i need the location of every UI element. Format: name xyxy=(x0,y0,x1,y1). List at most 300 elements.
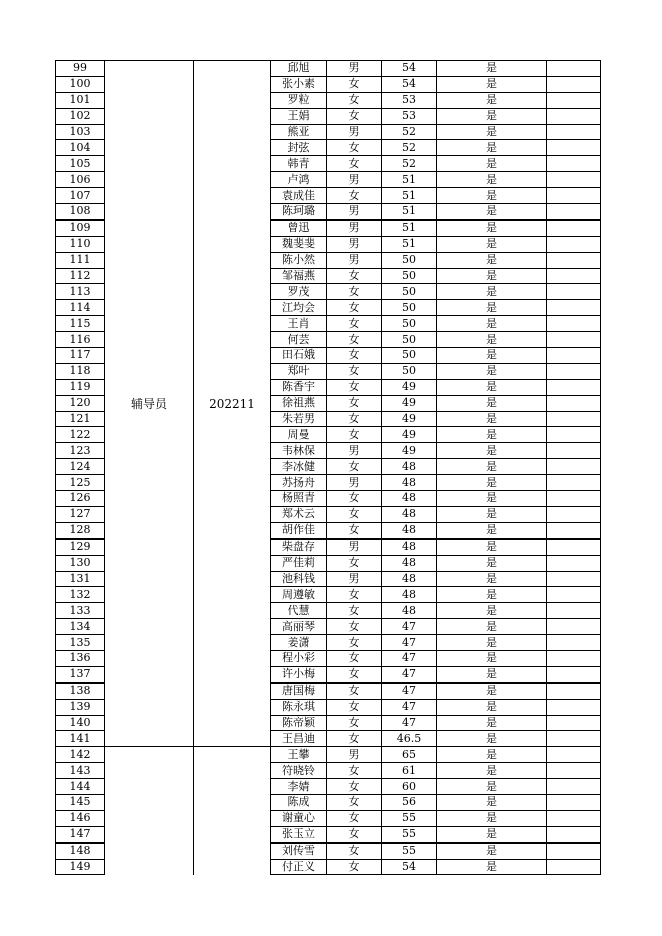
gender-cell: 女 xyxy=(327,603,382,619)
remark-cell xyxy=(547,826,601,842)
score-cell: 48 xyxy=(382,571,437,587)
row-number-cell: 144 xyxy=(56,779,105,795)
name-cell: 袁成佳 xyxy=(271,188,327,204)
remark-cell xyxy=(547,650,601,666)
gender-cell: 女 xyxy=(327,715,382,731)
remark-cell xyxy=(547,506,601,522)
gender-cell: 男 xyxy=(327,124,382,140)
gender-cell: 女 xyxy=(327,666,382,682)
row-number-cell: 110 xyxy=(56,236,105,252)
qualified-cell: 是 xyxy=(437,300,547,316)
qualified-cell: 是 xyxy=(437,427,547,443)
name-cell: 代慧 xyxy=(271,603,327,619)
remark-cell xyxy=(547,491,601,507)
row-number-cell: 119 xyxy=(56,379,105,395)
name-cell: 严佳莉 xyxy=(271,555,327,571)
qualified-cell: 是 xyxy=(437,587,547,603)
row-number-cell: 135 xyxy=(56,635,105,651)
gender-cell: 女 xyxy=(327,427,382,443)
gender-cell: 女 xyxy=(327,731,382,747)
name-cell: 李婧 xyxy=(271,779,327,795)
name-cell: 罗粒 xyxy=(271,92,327,108)
remark-cell xyxy=(547,683,601,699)
gender-cell: 女 xyxy=(327,650,382,666)
gender-cell: 男 xyxy=(327,204,382,220)
row-number-cell: 137 xyxy=(56,666,105,682)
row-number-cell: 139 xyxy=(56,699,105,715)
score-cell: 48 xyxy=(382,539,437,555)
qualified-cell: 是 xyxy=(437,859,547,875)
qualified-cell: 是 xyxy=(437,395,547,411)
row-number-cell: 146 xyxy=(56,810,105,826)
remark-cell xyxy=(547,76,601,92)
name-cell: 柴盘存 xyxy=(271,539,327,555)
row-number-cell: 132 xyxy=(56,587,105,603)
score-table xyxy=(55,60,601,875)
remark-cell xyxy=(547,747,601,763)
row-number-cell: 117 xyxy=(56,348,105,364)
remark-cell xyxy=(547,555,601,571)
remark-cell xyxy=(547,92,601,108)
qualified-cell: 是 xyxy=(437,156,547,172)
score-cell: 50 xyxy=(382,363,437,379)
score-cell: 49 xyxy=(382,395,437,411)
remark-cell xyxy=(547,316,601,332)
row-number-cell: 114 xyxy=(56,300,105,316)
qualified-cell: 是 xyxy=(437,188,547,204)
score-cell: 53 xyxy=(382,108,437,124)
score-cell: 46.5 xyxy=(382,731,437,747)
remark-cell xyxy=(547,859,601,875)
qualified-cell: 是 xyxy=(437,108,547,124)
qualified-cell: 是 xyxy=(437,539,547,555)
gender-cell: 女 xyxy=(327,459,382,475)
gender-cell: 男 xyxy=(327,61,382,77)
qualified-cell: 是 xyxy=(437,172,547,188)
name-cell: 姜潇 xyxy=(271,635,327,651)
qualified-cell: 是 xyxy=(437,810,547,826)
qualified-cell: 是 xyxy=(437,236,547,252)
qualified-cell: 是 xyxy=(437,475,547,491)
qualified-cell: 是 xyxy=(437,76,547,92)
row-number-cell: 112 xyxy=(56,268,105,284)
qualified-cell: 是 xyxy=(437,779,547,795)
row-number-cell: 138 xyxy=(56,683,105,699)
gender-cell: 女 xyxy=(327,332,382,348)
row-number-cell: 106 xyxy=(56,172,105,188)
qualified-cell: 是 xyxy=(437,411,547,427)
gender-cell: 女 xyxy=(327,92,382,108)
score-cell: 48 xyxy=(382,603,437,619)
gender-cell: 女 xyxy=(327,491,382,507)
row-number-cell: 108 xyxy=(56,204,105,220)
remark-cell xyxy=(547,284,601,300)
score-cell: 61 xyxy=(382,763,437,779)
row-number-cell: 129 xyxy=(56,539,105,555)
name-cell: 胡作佳 xyxy=(271,522,327,538)
gender-cell: 女 xyxy=(327,268,382,284)
table-row xyxy=(56,61,601,77)
position-cell xyxy=(105,747,194,875)
name-cell: 王昌迪 xyxy=(271,731,327,747)
remark-cell xyxy=(547,443,601,459)
remark-cell xyxy=(547,348,601,364)
qualified-cell: 是 xyxy=(437,826,547,842)
score-cell: 52 xyxy=(382,140,437,156)
qualified-cell: 是 xyxy=(437,699,547,715)
name-cell: 朱若男 xyxy=(271,411,327,427)
gender-cell: 女 xyxy=(327,635,382,651)
score-cell: 48 xyxy=(382,475,437,491)
name-cell: 陈珂璐 xyxy=(271,204,327,220)
score-cell: 50 xyxy=(382,348,437,364)
gender-cell: 女 xyxy=(327,379,382,395)
score-cell: 47 xyxy=(382,699,437,715)
remark-cell xyxy=(547,332,601,348)
remark-cell xyxy=(547,156,601,172)
score-cell: 48 xyxy=(382,555,437,571)
name-cell: 邹福燕 xyxy=(271,268,327,284)
qualified-cell: 是 xyxy=(437,332,547,348)
qualified-cell: 是 xyxy=(437,491,547,507)
gender-cell: 男 xyxy=(327,236,382,252)
gender-cell: 女 xyxy=(327,859,382,875)
remark-cell xyxy=(547,522,601,538)
remark-cell xyxy=(547,363,601,379)
row-number-cell: 104 xyxy=(56,140,105,156)
remark-cell xyxy=(547,204,601,220)
table-row xyxy=(56,747,601,763)
gender-cell: 女 xyxy=(327,348,382,364)
name-cell: 张小素 xyxy=(271,76,327,92)
remark-cell xyxy=(547,379,601,395)
remark-cell xyxy=(547,715,601,731)
row-number-cell: 148 xyxy=(56,843,105,859)
score-cell: 50 xyxy=(382,252,437,268)
remark-cell xyxy=(547,411,601,427)
row-number-cell: 113 xyxy=(56,284,105,300)
position-code-cell xyxy=(194,747,271,875)
gender-cell: 男 xyxy=(327,539,382,555)
name-cell: 王攀 xyxy=(271,747,327,763)
row-number-cell: 133 xyxy=(56,603,105,619)
qualified-cell: 是 xyxy=(437,379,547,395)
row-number-cell: 149 xyxy=(56,859,105,875)
row-number-cell: 136 xyxy=(56,650,105,666)
score-cell: 55 xyxy=(382,843,437,859)
name-cell: 罗茂 xyxy=(271,284,327,300)
name-cell: 陈香宇 xyxy=(271,379,327,395)
score-cell: 65 xyxy=(382,747,437,763)
gender-cell: 女 xyxy=(327,843,382,859)
qualified-cell: 是 xyxy=(437,92,547,108)
qualified-cell: 是 xyxy=(437,61,547,77)
score-cell: 47 xyxy=(382,715,437,731)
qualified-cell: 是 xyxy=(437,666,547,682)
row-number-cell: 115 xyxy=(56,316,105,332)
name-cell: 陈小然 xyxy=(271,252,327,268)
remark-cell xyxy=(547,794,601,810)
score-cell: 51 xyxy=(382,236,437,252)
qualified-cell: 是 xyxy=(437,635,547,651)
gender-cell: 女 xyxy=(327,316,382,332)
row-number-cell: 127 xyxy=(56,506,105,522)
score-cell: 48 xyxy=(382,506,437,522)
row-number-cell: 105 xyxy=(56,156,105,172)
name-cell: 田石娥 xyxy=(271,348,327,364)
remark-cell xyxy=(547,587,601,603)
row-number-cell: 101 xyxy=(56,92,105,108)
score-cell: 50 xyxy=(382,316,437,332)
name-cell: 唐国梅 xyxy=(271,683,327,699)
score-cell: 48 xyxy=(382,587,437,603)
gender-cell: 女 xyxy=(327,587,382,603)
gender-cell: 女 xyxy=(327,826,382,842)
name-cell: 许小梅 xyxy=(271,666,327,682)
score-cell: 55 xyxy=(382,810,437,826)
name-cell: 何芸 xyxy=(271,332,327,348)
score-cell: 52 xyxy=(382,156,437,172)
name-cell: 陈永琪 xyxy=(271,699,327,715)
score-table-body xyxy=(56,61,601,875)
row-number-cell: 109 xyxy=(56,220,105,236)
name-cell: 邱旭 xyxy=(271,61,327,77)
score-cell: 51 xyxy=(382,220,437,236)
row-number-cell: 140 xyxy=(56,715,105,731)
qualified-cell: 是 xyxy=(437,763,547,779)
qualified-cell: 是 xyxy=(437,715,547,731)
remark-cell xyxy=(547,427,601,443)
name-cell: 刘传雪 xyxy=(271,843,327,859)
gender-cell: 女 xyxy=(327,810,382,826)
name-cell: 曾迅 xyxy=(271,220,327,236)
remark-cell xyxy=(547,666,601,682)
row-number-cell: 134 xyxy=(56,619,105,635)
score-cell: 52 xyxy=(382,124,437,140)
score-cell: 47 xyxy=(382,666,437,682)
row-number-cell: 118 xyxy=(56,363,105,379)
row-number-cell: 142 xyxy=(56,747,105,763)
score-cell: 56 xyxy=(382,794,437,810)
score-cell: 54 xyxy=(382,76,437,92)
remark-cell xyxy=(547,140,601,156)
qualified-cell: 是 xyxy=(437,284,547,300)
score-cell: 54 xyxy=(382,61,437,77)
name-cell: 韦林保 xyxy=(271,443,327,459)
remark-cell xyxy=(547,220,601,236)
gender-cell: 女 xyxy=(327,76,382,92)
score-cell: 49 xyxy=(382,411,437,427)
score-cell: 48 xyxy=(382,491,437,507)
remark-cell xyxy=(547,779,601,795)
remark-cell xyxy=(547,172,601,188)
row-number-cell: 107 xyxy=(56,188,105,204)
gender-cell: 女 xyxy=(327,779,382,795)
score-cell: 51 xyxy=(382,188,437,204)
name-cell: 徐祖燕 xyxy=(271,395,327,411)
gender-cell: 男 xyxy=(327,571,382,587)
name-cell: 熊亚 xyxy=(271,124,327,140)
name-cell: 谢童心 xyxy=(271,810,327,826)
row-number-cell: 100 xyxy=(56,76,105,92)
remark-cell xyxy=(547,395,601,411)
remark-cell xyxy=(547,108,601,124)
score-cell: 55 xyxy=(382,826,437,842)
gender-cell: 女 xyxy=(327,699,382,715)
qualified-cell: 是 xyxy=(437,843,547,859)
qualified-cell: 是 xyxy=(437,506,547,522)
row-number-cell: 126 xyxy=(56,491,105,507)
qualified-cell: 是 xyxy=(437,522,547,538)
remark-cell xyxy=(547,810,601,826)
remark-cell xyxy=(547,699,601,715)
gender-cell: 女 xyxy=(327,108,382,124)
row-number-cell: 116 xyxy=(56,332,105,348)
row-number-cell: 99 xyxy=(56,61,105,77)
row-number-cell: 147 xyxy=(56,826,105,842)
remark-cell xyxy=(547,731,601,747)
qualified-cell: 是 xyxy=(437,252,547,268)
gender-cell: 女 xyxy=(327,300,382,316)
score-cell: 48 xyxy=(382,459,437,475)
row-number-cell: 123 xyxy=(56,443,105,459)
name-cell: 付正义 xyxy=(271,859,327,875)
gender-cell: 男 xyxy=(327,172,382,188)
name-cell: 杨照青 xyxy=(271,491,327,507)
score-cell: 50 xyxy=(382,284,437,300)
row-number-cell: 131 xyxy=(56,571,105,587)
gender-cell: 男 xyxy=(327,443,382,459)
qualified-cell: 是 xyxy=(437,603,547,619)
name-cell: 王娟 xyxy=(271,108,327,124)
score-cell: 48 xyxy=(382,522,437,538)
name-cell: 郑叶 xyxy=(271,363,327,379)
name-cell: 周曼 xyxy=(271,427,327,443)
row-number-cell: 102 xyxy=(56,108,105,124)
qualified-cell: 是 xyxy=(437,220,547,236)
score-cell: 49 xyxy=(382,443,437,459)
name-cell: 苏扬舟 xyxy=(271,475,327,491)
score-cell: 47 xyxy=(382,683,437,699)
name-cell: 魏斐斐 xyxy=(271,236,327,252)
qualified-cell: 是 xyxy=(437,204,547,220)
gender-cell: 男 xyxy=(327,475,382,491)
score-cell: 47 xyxy=(382,650,437,666)
remark-cell xyxy=(547,763,601,779)
qualified-cell: 是 xyxy=(437,794,547,810)
gender-cell: 女 xyxy=(327,395,382,411)
name-cell: 封弦 xyxy=(271,140,327,156)
gender-cell: 女 xyxy=(327,506,382,522)
gender-cell: 女 xyxy=(327,683,382,699)
remark-cell xyxy=(547,603,601,619)
remark-cell xyxy=(547,236,601,252)
gender-cell: 女 xyxy=(327,284,382,300)
qualified-cell: 是 xyxy=(437,363,547,379)
score-cell: 53 xyxy=(382,92,437,108)
score-cell: 47 xyxy=(382,635,437,651)
row-number-cell: 120 xyxy=(56,395,105,411)
remark-cell xyxy=(547,635,601,651)
row-number-cell: 125 xyxy=(56,475,105,491)
remark-cell xyxy=(547,619,601,635)
name-cell: 程小彩 xyxy=(271,650,327,666)
gender-cell: 女 xyxy=(327,794,382,810)
gender-cell: 女 xyxy=(327,763,382,779)
gender-cell: 男 xyxy=(327,220,382,236)
gender-cell: 女 xyxy=(327,411,382,427)
row-number-cell: 122 xyxy=(56,427,105,443)
qualified-cell: 是 xyxy=(437,555,547,571)
position-code-cell: 202211 xyxy=(194,61,271,747)
qualified-cell: 是 xyxy=(437,140,547,156)
remark-cell xyxy=(547,268,601,284)
qualified-cell: 是 xyxy=(437,316,547,332)
name-cell: 陈帝颖 xyxy=(271,715,327,731)
qualified-cell: 是 xyxy=(437,683,547,699)
remark-cell xyxy=(547,843,601,859)
name-cell: 李冰健 xyxy=(271,459,327,475)
score-cell: 50 xyxy=(382,332,437,348)
score-cell: 51 xyxy=(382,204,437,220)
remark-cell xyxy=(547,188,601,204)
row-number-cell: 143 xyxy=(56,763,105,779)
qualified-cell: 是 xyxy=(437,650,547,666)
gender-cell: 女 xyxy=(327,619,382,635)
qualified-cell: 是 xyxy=(437,571,547,587)
score-cell: 54 xyxy=(382,859,437,875)
remark-cell xyxy=(547,252,601,268)
name-cell: 江均会 xyxy=(271,300,327,316)
row-number-cell: 111 xyxy=(56,252,105,268)
remark-cell xyxy=(547,475,601,491)
score-cell: 49 xyxy=(382,427,437,443)
gender-cell: 女 xyxy=(327,156,382,172)
row-number-cell: 141 xyxy=(56,731,105,747)
qualified-cell: 是 xyxy=(437,619,547,635)
qualified-cell: 是 xyxy=(437,268,547,284)
row-number-cell: 130 xyxy=(56,555,105,571)
remark-cell xyxy=(547,124,601,140)
row-number-cell: 124 xyxy=(56,459,105,475)
gender-cell: 女 xyxy=(327,140,382,156)
score-cell: 50 xyxy=(382,268,437,284)
score-cell: 47 xyxy=(382,619,437,635)
gender-cell: 女 xyxy=(327,188,382,204)
remark-cell xyxy=(547,539,601,555)
qualified-cell: 是 xyxy=(437,747,547,763)
qualified-cell: 是 xyxy=(437,124,547,140)
remark-cell xyxy=(547,459,601,475)
row-number-cell: 128 xyxy=(56,522,105,538)
name-cell: 郑术云 xyxy=(271,506,327,522)
remark-cell xyxy=(547,300,601,316)
score-cell: 60 xyxy=(382,779,437,795)
gender-cell: 女 xyxy=(327,555,382,571)
name-cell: 陈成 xyxy=(271,794,327,810)
gender-cell: 女 xyxy=(327,363,382,379)
position-cell: 辅导员 xyxy=(105,61,194,747)
remark-cell xyxy=(547,61,601,77)
name-cell: 周遵敏 xyxy=(271,587,327,603)
qualified-cell: 是 xyxy=(437,443,547,459)
name-cell: 池科钱 xyxy=(271,571,327,587)
score-cell: 50 xyxy=(382,300,437,316)
qualified-cell: 是 xyxy=(437,731,547,747)
gender-cell: 男 xyxy=(327,747,382,763)
row-number-cell: 145 xyxy=(56,794,105,810)
name-cell: 符晓铃 xyxy=(271,763,327,779)
